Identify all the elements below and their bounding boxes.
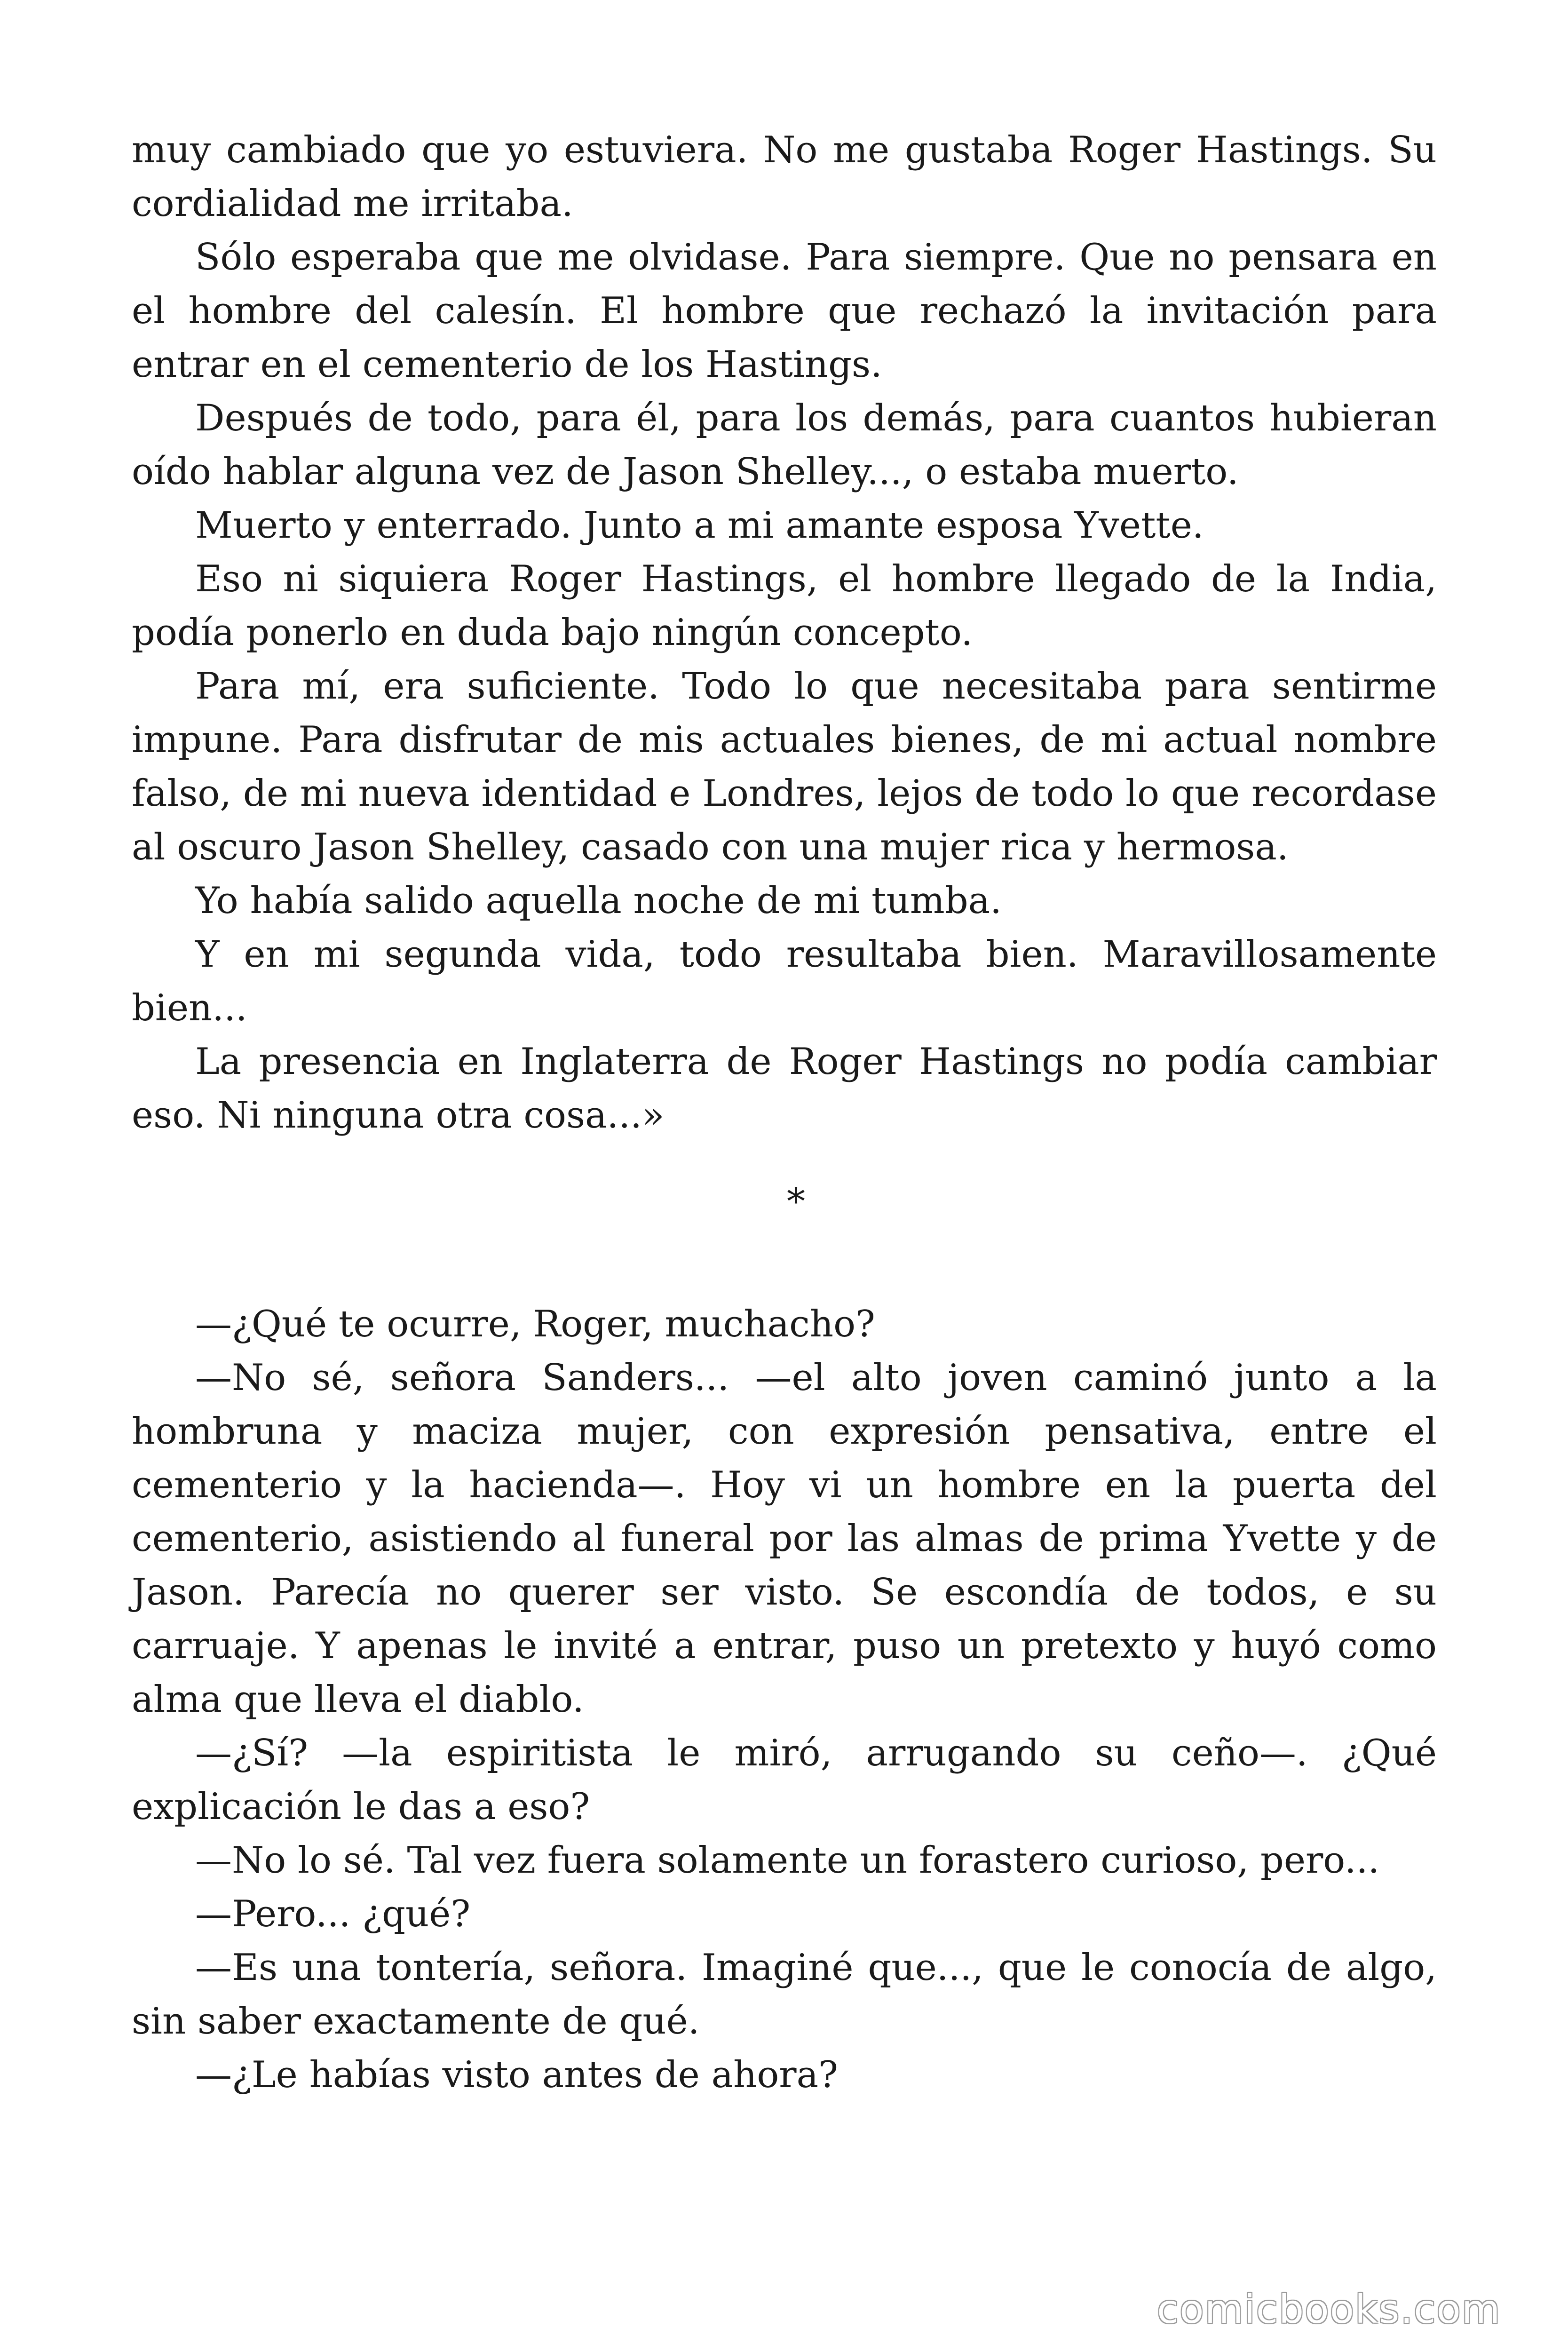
- dialogue-paragraph: —No sé, señora Sanders... —el alto joven caminó junto a la hombruna y maciza mujer, con expresión pensativa, entre el cementerio y la hacienda—. Hoy vi un hombre en la puerta del cementerio, asistiendo al funeral por las almas de prima Yvette y de Jason. Parecía no querer ser visto. Se escondía de todos, e su carruaje. Y apenas le invité a entrar, puso un pretexto y huyó como alma que lleva el diablo.: [132, 1357, 1437, 1721]
- dialogue-paragraph: —Es una tontería, señora. Imaginé que..., que le conocía de algo, sin saber exactamente de qué.: [132, 1947, 1437, 2042]
- dialogue-paragraph: —Pero... ¿qué?: [195, 1893, 471, 1935]
- book-page: [132, 123, 1437, 2102]
- paragraph: muy cambiado que yo estuviera. No me gustaba Roger Hastings. Su cordialidad me irritaba.: [132, 129, 1437, 225]
- paragraph: Sólo esperaba que me olvidase. Para siempre. Que no pensara en el hombre del calesín. El hombre que rechazó la invitación para entrar en el cementerio de los Hastings.: [132, 236, 1437, 386]
- paragraph: Eso ni siquiera Roger Hastings, el hombre llegado de la India, podía ponerlo en duda bajo ningún concepto.: [132, 558, 1437, 654]
- paragraph: Yo había salido aquella noche de mi tumba.: [195, 880, 1002, 922]
- paragraph: Y en mi segunda vida, todo resultaba bien. Maravillosamente bien...: [132, 933, 1437, 1029]
- watermark: comicbooks.com: [1157, 2286, 1501, 2332]
- paragraph: Para mí, era suficiente. Todo lo que necesitaba para sentirme impune. Para disfrutar de mis actuales bienes, de mi actual nombre falso, de mi nueva identidad e Londres, lejos de todo lo que recordase al oscuro Jason Shelley, casado con una mujer rica y hermosa.: [132, 665, 1437, 868]
- dialogue-paragraph: —No lo sé. Tal vez fuera solamente un forastero curioso, pero...: [195, 1839, 1380, 1882]
- dialogue-paragraph: —¿Qué te ocurre, Roger, muchacho?: [195, 1303, 875, 1345]
- section-separator: *: [787, 1181, 805, 1223]
- paragraph: La presencia en Inglaterra de Roger Hastings no podía cambiar eso. Ni ninguna otra cosa...»: [132, 1041, 1437, 1136]
- dialogue-paragraph: —¿Sí? —la espiritista le miró, arrugando su ceño—. ¿Qué explicación le das a eso?: [132, 1732, 1437, 1828]
- paragraph: Después de todo, para él, para los demás, para cuantos hubieran oído hablar alguna vez de Jason Shelley..., o estaba muerto.: [132, 397, 1437, 493]
- dialogue-paragraph: —¿Le habías visto antes de ahora?: [195, 2054, 838, 2096]
- paragraph: Muerto y enterrado. Junto a mi amante esposa Yvette.: [195, 504, 1204, 547]
